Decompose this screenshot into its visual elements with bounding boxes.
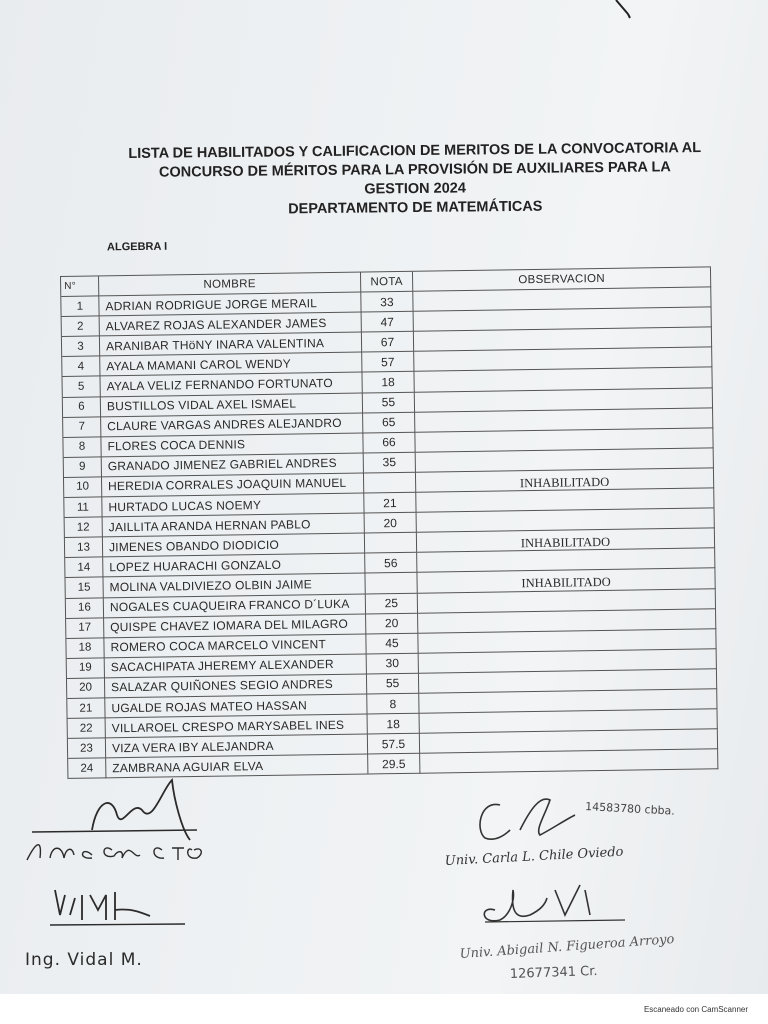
row-nota: 20 — [365, 513, 417, 534]
row-number: 6 — [63, 397, 101, 418]
row-name: VIZA VERA IBY ALEJANDRA — [106, 735, 368, 759]
row-name: JAILLITA ARANDA HERNAN PABLO — [103, 514, 365, 538]
row-nota: 57 — [362, 352, 414, 373]
row-name: GRANADO JIMENEZ GABRIEL ANDRES — [102, 453, 364, 477]
row-number: 21 — [67, 698, 105, 719]
row-name: HEREDIA CORRALES JOAQUIN MANUEL — [102, 473, 364, 497]
row-nota: 33 — [361, 292, 413, 313]
row-number: 24 — [68, 759, 106, 780]
row-observacion — [420, 750, 718, 775]
row-nota: 35 — [364, 453, 416, 474]
row-nota: 29.5 — [368, 754, 420, 775]
row-nota — [365, 533, 417, 554]
row-number: 9 — [64, 457, 102, 478]
row-name: HURTADO LUCAS NOEMY — [102, 494, 364, 518]
row-nota: 55 — [363, 392, 415, 413]
row-nota: 67 — [362, 332, 414, 353]
signature-soto — [22, 770, 222, 870]
row-name: BUSTILLOS VIDAL AXEL ISMAEL — [101, 393, 363, 417]
row-name: ALVAREZ ROJAS ALEXANDER JAMES — [100, 313, 362, 337]
row-number: 4 — [62, 357, 100, 378]
row-name: ARANIBAR THöNY INARA VALENTINA — [100, 333, 362, 357]
row-name: ZAMBRANA AGUIAR ELVA — [106, 755, 368, 779]
row-observacion: INHABILITADO — [416, 468, 714, 493]
row-observacion: INHABILITADO — [417, 529, 715, 554]
row-number: 7 — [63, 417, 101, 438]
row-nota: 66 — [363, 432, 415, 453]
header-nota: NOTA — [361, 272, 413, 293]
row-name: JIMENES OBANDO DIODICIO — [103, 534, 365, 558]
svg-text:12677341 Cr.: 12677341 Cr. — [509, 963, 598, 982]
row-name: UGALDE ROJAS MATEO HASSAN — [105, 694, 367, 718]
row-number: 22 — [68, 718, 106, 739]
row-nota: 18 — [368, 714, 420, 735]
row-nota: 30 — [367, 654, 419, 675]
row-nota: 25 — [366, 593, 418, 614]
row-number: 14 — [65, 558, 103, 579]
row-number: 23 — [68, 739, 106, 760]
row-name: ADRIAN RODRIGUE JORGE MERAIL — [99, 293, 361, 317]
row-number: 15 — [65, 578, 103, 599]
results-table — [60, 266, 718, 779]
row-nota: 18 — [362, 372, 414, 393]
row-number: 19 — [67, 658, 105, 679]
row-name: SALAZAR QUIÑONES SEGIO ANDRES — [105, 674, 367, 698]
row-name: AYALA VELIZ FERNANDO FORTUNATO — [101, 373, 363, 397]
row-nota: 55 — [367, 674, 419, 695]
row-name: VILLAROEL CRESPO MARYSABEL INES — [106, 715, 368, 739]
row-nota: 47 — [362, 312, 414, 333]
row-name: FLORES COCA DENNIS — [101, 433, 363, 457]
title-line-4: DEPARTAMENTO DE MATEMÁTICAS — [288, 198, 543, 218]
document-title — [100, 139, 731, 222]
row-nota: 45 — [366, 633, 418, 654]
row-nota: 8 — [367, 694, 419, 715]
row-number: 18 — [66, 638, 104, 659]
row-number: 16 — [66, 598, 104, 619]
row-number: 1 — [61, 297, 99, 318]
signature-figueroa-arroyo — [455, 870, 745, 985]
row-name: MOLINA VALDIVIEZO OLBIN JAIME — [103, 574, 365, 598]
row-name: CLAURE VARGAS ANDRES ALEJANDRO — [101, 413, 363, 437]
signature-chile-oviedo — [440, 780, 720, 875]
row-name: ROMERO COCA MARCELO VINCENT — [104, 634, 366, 658]
row-observacion: INHABILITADO — [417, 569, 715, 594]
scanner-watermark: Escaneado con CamScanner — [643, 1005, 748, 1014]
row-name: NOGALES CUAQUEIRA FRANCO D´LUKA — [104, 594, 366, 618]
row-nota — [364, 473, 416, 494]
row-number: 13 — [65, 538, 103, 559]
header-observacion: OBSERVACION — [413, 267, 711, 292]
title-line-1: LISTA DE HABILITADOS Y CALIFICACION DE MERITOS DE LA CONVOCATORIA AL — [128, 140, 702, 163]
header-num: N° — [61, 276, 99, 297]
header-name: NOMBRE — [99, 273, 361, 297]
row-nota: 20 — [366, 613, 418, 634]
row-nota: 57.5 — [368, 734, 420, 755]
row-nota: 21 — [364, 493, 416, 514]
row-number: 2 — [62, 317, 100, 338]
row-number: 20 — [67, 678, 105, 699]
row-number: 11 — [64, 497, 102, 518]
row-number: 17 — [66, 618, 104, 639]
corner-pen-mark — [614, 0, 634, 20]
svg-text:Ing. Vidal M.: Ing. Vidal M. — [25, 950, 143, 970]
row-nota: 65 — [363, 412, 415, 433]
row-number: 5 — [63, 377, 101, 398]
row-number: 12 — [65, 518, 103, 539]
title-line-3: GESTION 2024 — [364, 180, 466, 198]
row-nota — [365, 573, 417, 594]
row-number: 3 — [62, 337, 100, 358]
row-name: SACACHIPATA JHEREMY ALEXANDER — [105, 654, 367, 678]
row-number: 10 — [64, 477, 102, 498]
row-number: 8 — [63, 437, 101, 458]
signature-vidal — [20, 880, 220, 980]
title-line-2: CONCURSO DE MÉRITOS PARA LA PROVISIÓN DE AUXILIARES PARA LA — [158, 159, 671, 181]
subject-label: ALGEBRA I — [106, 240, 168, 254]
svg-text:14583780 cbba.: 14583780 cbba. — [584, 800, 676, 818]
svg-text:Univ. Carla L. Chile Oviedo: Univ. Carla L. Chile Oviedo — [444, 844, 624, 869]
row-name: LOPEZ HUARACHI GONZALO — [103, 554, 365, 578]
svg-text:Univ. Abigail N. Figueroa Arro: Univ. Abigail N. Figueroa Arroyo — [459, 932, 675, 962]
row-name: QUISPE CHAVEZ IOMARA DEL MILAGRO — [104, 614, 366, 638]
row-name: AYALA MAMANI CAROL WENDY — [100, 353, 362, 377]
row-nota: 56 — [365, 553, 417, 574]
